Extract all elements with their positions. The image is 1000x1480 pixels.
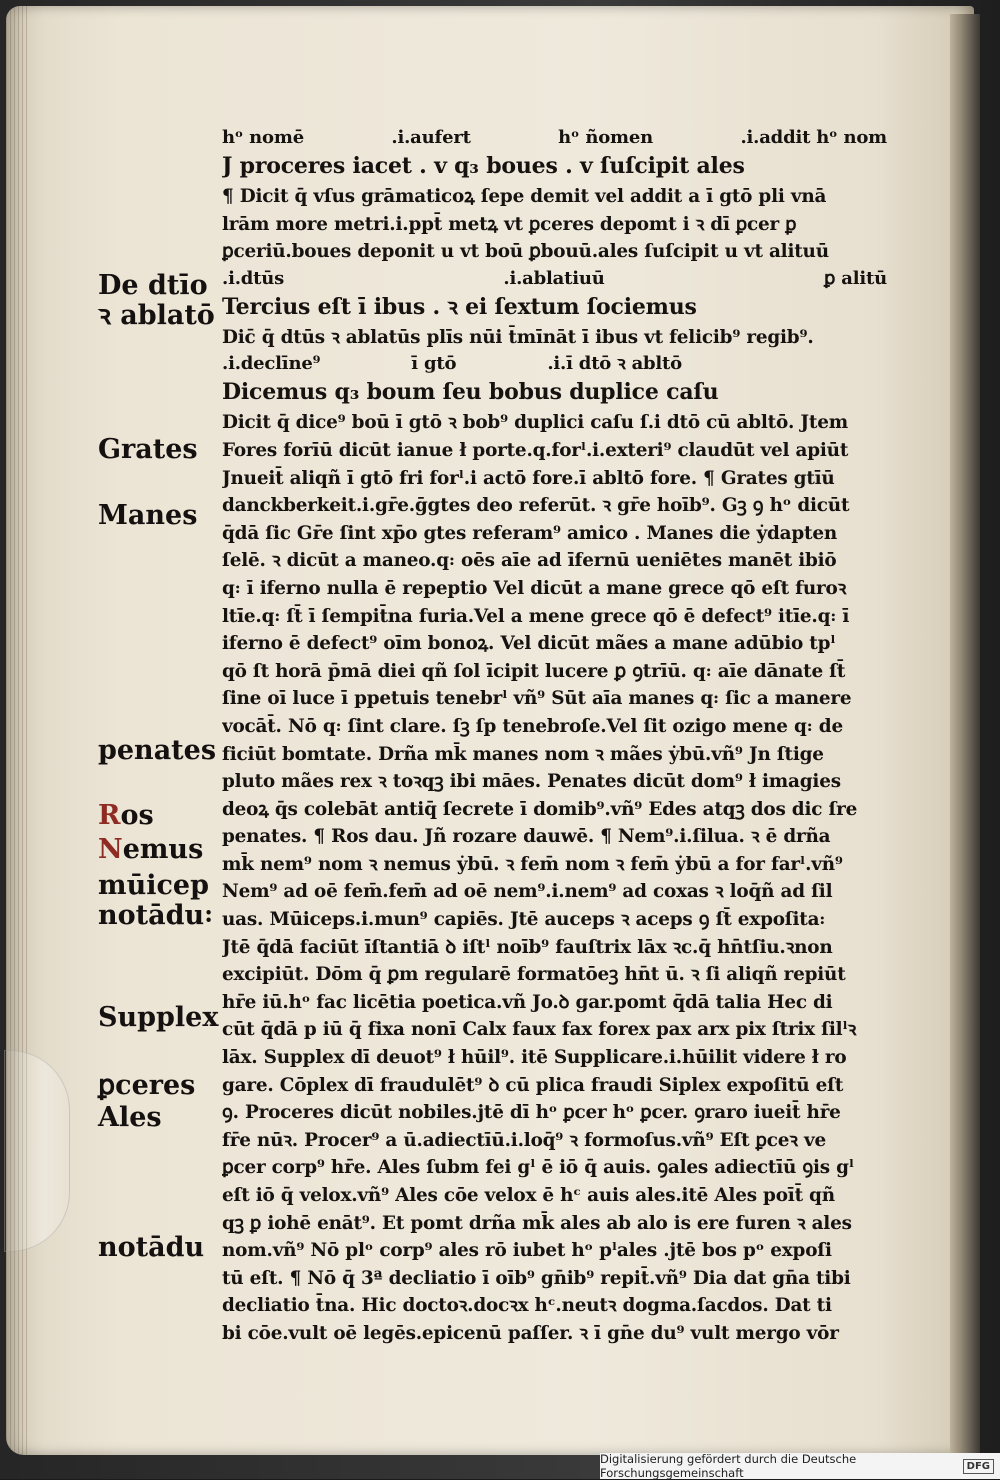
body-line: tū eſt. ¶ Nō q̄ 3ª decliatio ī oīb⁹ gn̄ib⁹ repit̄.vñ⁹ Dia dat gn̄a tibi (222, 1267, 851, 1289)
gloss-word: hᵒ nomē (222, 127, 304, 148)
margin-note: ꝛ ablatō (98, 300, 215, 331)
gloss-line-3 (222, 351, 682, 376)
comment-line: ꝑceriū.boues deponit u vt boū ꝑbouū.ales ſuſcipit u vt alituū (222, 241, 829, 263)
gloss-word: .i.ī dtō ꝛ abltō (547, 353, 682, 375)
body-line: hr̄e iū.hᵒ fac licētia poetica.vñ Jo.ꝺ gar.pomt q̄dā talia Hec di (222, 991, 833, 1013)
body-line: Jnueit̄ aliqñ ī gtō fri forˡ.i actō fore.ī abltō fore. ¶ Grates gtīū (222, 467, 835, 489)
verse-line-3: Dicemus q₃ boum ſeu bobus duplice caſu (222, 379, 719, 406)
body-line: eſt iō q̄ velox.vñ⁹ Ales cōe velox ē hᶜ auis ales.itē Ales poīt̄ qñ (222, 1185, 835, 1206)
body-line: lāx. Supplex dī deuot⁹ ł hūil⁹. itē Supplicare.i.hūilit videre ł ro (222, 1047, 847, 1069)
body-line: q꞉ ī iferno nulla ē repeptio Vel dicūt a mane grece qō eſt furoꝛ (222, 577, 847, 599)
body-line: ſelē. ꝛ dicūt a maneo.q꞉ oēs aīe ad īfernū ueniētes manēt ibiō (222, 550, 837, 572)
gloss-word: .i.ablatiuū (503, 267, 605, 289)
verse-line-2: Tercius eſt ī ibus . ꝛ ei ſextum ſociemus (222, 293, 697, 320)
body-line: Fores forīū dicūt ianue ł porte.q.forˡ.i.exteri⁹ claudūt vel apiūt (222, 439, 849, 461)
gloss-word: .i.dtūs (222, 267, 285, 289)
body-line: mk̄ nem⁹ nom ꝛ nemus ẏbū. ꝛ fem̄ nom ꝛ fem̄ ẏbū a for farˡ.vñ⁹ (222, 853, 843, 875)
body-line: Nem⁹ ad oē fem̄.fem̄ ad oē nem⁹.i.nem⁹ ad coxas ꝛ loq̄ñ ad ſil (222, 881, 833, 903)
comment-line: Dic̄ q̄ dtūs ꝛ ablatūs plīs nūi t̄mīnāt ī ibus vt felicib⁹ regib⁹. (222, 326, 814, 348)
margin-note: penates (98, 735, 217, 766)
margin-note-initial: R (98, 800, 121, 831)
gloss-line-1 (222, 125, 887, 150)
margin-note: Manes (98, 500, 198, 531)
comment-line: lrām more metri.i.ppt̄ metꝝ vt ꝑceres depomt i ꝛ dī ꝑcer ꝑ (222, 213, 797, 235)
body-line: iferno ē defect⁹ oīm bonoꝝ. Vel dicūt mães a mane adūbio tpˡ (222, 633, 836, 655)
margin-note: mūicep (98, 870, 209, 901)
main-text-block (222, 125, 887, 1348)
body-line: penates. ¶ Ros dau. Jñ rozare dauwē. ¶ Nem⁹.i.ſilua. ꝛ ē drña (222, 826, 831, 848)
body-line: gare. Cōplex dī fraudulēt⁹ ꝺ cū plica fraudi Siplex expoſitū eſt (222, 1074, 844, 1096)
margin-note (98, 836, 203, 863)
page-clip (4, 1050, 70, 1252)
body-line: pluto mães rex ꝛ toꝛqꝫ ibi māes. Penates dicūt dom⁹ ł imagies (222, 771, 841, 793)
footer-credit (600, 1453, 1000, 1479)
margin-note: notādu (98, 1232, 205, 1263)
margin-note: ꝑceres (98, 1070, 196, 1101)
body-line: qꝫ ꝑ iohē enāt⁹. Et pomt drña mk̄ ales ab alo is ere furen ꝛ ales (222, 1212, 852, 1234)
body-line: ſine oī luce ī ppetuis tenebrˡ vñ⁹ Sūt aīa manes q꞉ ſic a manere (222, 688, 852, 710)
body-line: ficiūt bomtate. Drña mk̄ manes nom ꝛ mães ẏbū.vñ⁹ Jn ſtige (222, 743, 824, 765)
body-line: Jtē q̄dā faciūt īſtantiā ꝺ iſtˡ noīb⁹ fauſtrix lāx ꝛc.q̄ hn̄tſiu.ꝛnon (222, 936, 833, 958)
body-line: nom.vñ⁹ Nō plᵒ corp⁹ ales rō iubet hᵒ pˡales .jtē bos pᵒ expoſi (222, 1240, 832, 1262)
body-line: ꝯ. Proceres dicūt nobiles.jtē dī hᵒ ꝑcer hᵒ ꝑcer. ꝯraro iueit̄ hr̄e (222, 1102, 841, 1124)
margin-note (98, 802, 154, 829)
body-line: Dicit q̄ dice⁹ boū ī gtō ꝛ bob⁹ duplici caſu ſ.i dtō cū abltō. Jtem (222, 412, 848, 434)
page-spine-shadow (950, 14, 980, 1454)
gloss-line-2 (222, 266, 887, 291)
gloss-word: ī gtō (411, 353, 457, 375)
gloss-word: .i.aufert (391, 127, 471, 148)
body-line: q̄dā ſic Gr̄e ſint xp̄o gtes referam⁹ amico . Manes die ẏdapten (222, 522, 837, 544)
verse-line-1: J proceres iacet . v q₃ boues . v ſuſcipit ales (222, 153, 745, 179)
body-line: qō ſt horā p̄mā diei qñ ſol īcipit lucere ꝑ ꝯtrīū. q꞉ aīe dānate ſt̄ (222, 660, 846, 682)
body-line: cūt q̄dā p iū q̄ fixa nonī Calx faux fax forex pax arx pix ſtrix ſilˡꝛ (222, 1019, 857, 1041)
gloss-word: .i.declīne⁹ (222, 353, 321, 375)
margin-note: Ales (98, 1102, 162, 1133)
body-line: excipiūt. Dōm q̄ ꝑm regularē formatōeꝫ hn̄t ū. ꝛ ſi aliqñ repiūt (222, 964, 846, 986)
body-line: deoꝝ q̄s colebāt antiq̄ ſecrete ī domib⁹.vñ⁹ Edes atqꝫ dos dic ſre (222, 798, 858, 820)
dfg-logo: DFG (963, 1459, 994, 1474)
comment-line: ¶ Dicit q̄ vſus grāmaticoꝝ ſepe demit vel addit a ī gtō pli vnā (222, 186, 827, 207)
body-line: bi cōe.vult oē legēs.epicenū paſſer. ꝛ ī gn̄e du⁹ vult mergo vōr (222, 1322, 839, 1344)
body-line: danckberkeit.i.gr̄e.ḡgtes deo referūt. ꝛ gr̄e hoīb⁹. Gꝫ ꝯ hᵒ dicūt (222, 495, 850, 517)
margin-note: Grates (98, 434, 198, 465)
margin-note-rest: emus (122, 834, 204, 865)
body-line: ꝑcer corp⁹ hr̄e. Ales ſubm fei gˡ ē iō q̄ auis. ꝯales adiectīū ꝯis gˡ (222, 1157, 854, 1179)
margin-note: Supplex (98, 1002, 219, 1033)
gloss-word: .i.addit hᵒ nom (740, 127, 887, 148)
gloss-word: ꝑ alitū (823, 267, 887, 289)
body-line: uas. Mūiceps.i.mun⁹ capiēs. Jtē auceps ꝛ aceps ꝯ ſt̄ expoſita꞉ (222, 909, 826, 931)
body-line: ltīe.q꞉ ſt̄ ī ſempit̄na furia.Vel a mene grece qō ē defect⁹ itīe.q꞉ ī (222, 605, 850, 627)
body-text (222, 409, 887, 1347)
body-line: decliatio t̄na. Hic doctoꝛ.docꝛx hᶜ.neutꝛ dogma.ſacdos. Dat ti (222, 1295, 832, 1317)
body-line: vocāt̄. Nō q꞉ ſint clare. ſꝫ ſp tenebroſe.Vel ſit ozigo mene q꞉ de (222, 715, 843, 737)
margin-note-rest: os (120, 800, 154, 831)
margin-note: De dtīo (98, 270, 208, 301)
gloss-word: hᵒ ñomen (558, 127, 654, 148)
body-line: fr̄e nūꝛ. Procer⁹ a ū.adiectīū.i.loq̄⁹ ꝛ formoſus.vñ⁹ Eſt ꝑceꝛ ve (222, 1129, 826, 1151)
footer-credit-text: Digitalisierung gefördert durch die Deutsche Forschungsgemeinschaft (600, 1452, 857, 1480)
margin-note: notādu꞉ (98, 900, 214, 931)
margin-note-initial: N (98, 834, 123, 865)
